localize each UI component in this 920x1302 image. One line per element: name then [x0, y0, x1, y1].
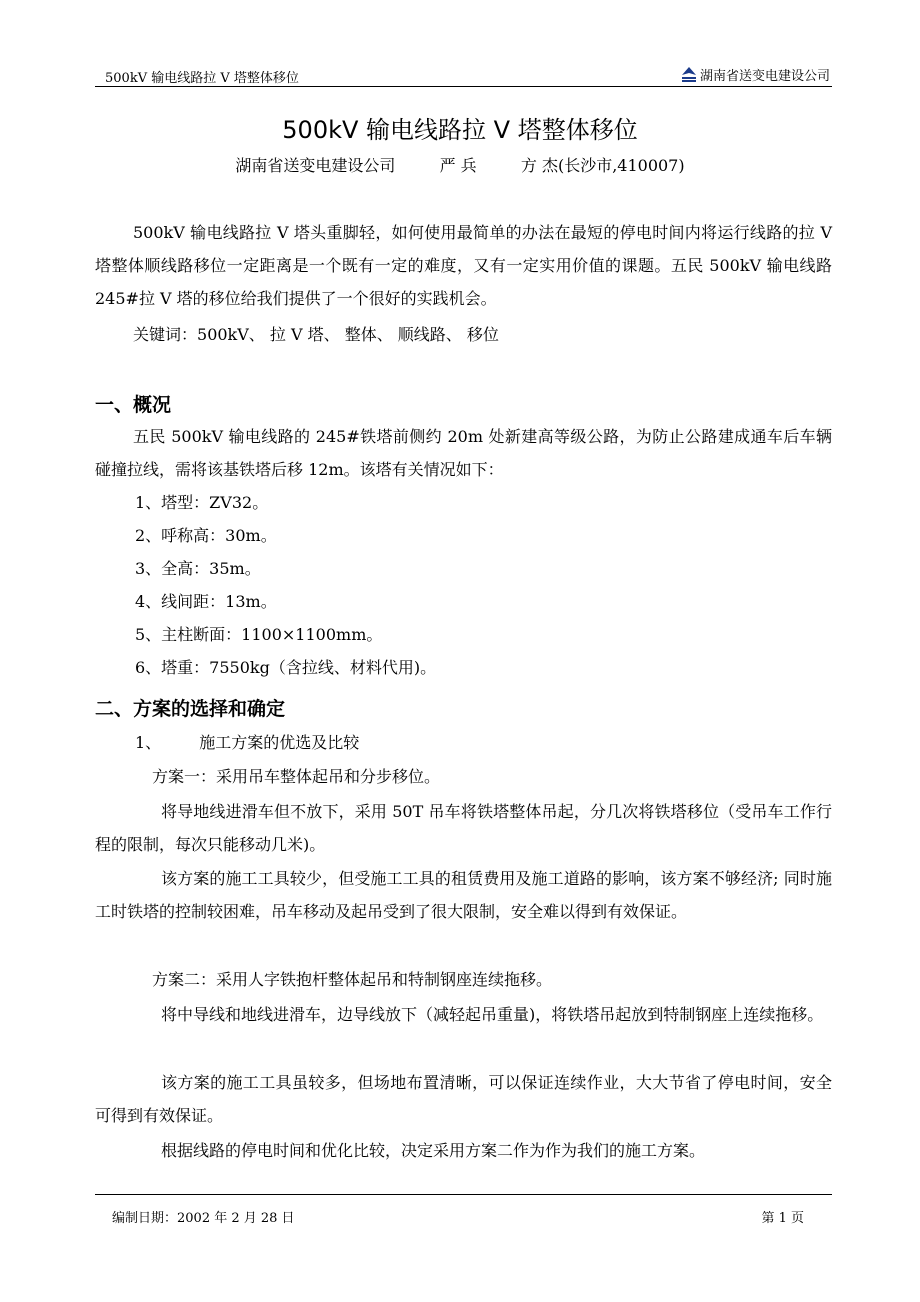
page-header — [95, 60, 832, 87]
plan-1-description: 将导地线进滑车但不放下，采用 50T 吊车将铁塔整体吊起，分几次将铁塔移位（受吊车工作行程的限制，每次只能移动几米)。 — [95, 802, 832, 854]
keywords-line — [95, 318, 832, 351]
plan-2-description: 将中导线和地线进滑车，边导线放下（减轻起吊重量)，将铁塔吊起放到特制钢座上连续拖移。 — [161, 1005, 824, 1024]
section-2-heading: 二、方案的选择和确定 — [95, 698, 286, 720]
document-title: 500kV 输电线路拉 V 塔整体移位 — [282, 116, 638, 144]
spec-item: 1、塔型：ZV32。 — [135, 493, 269, 512]
footer-date: 编制日期：2002 年 2 月 28 日 — [112, 1211, 295, 1226]
subsection-1 — [135, 726, 825, 759]
spec-item: 2、呼称高：30m。 — [135, 526, 277, 545]
header-company-name: 湖南省送变电建设公司 — [699, 69, 830, 84]
plan-2-evaluation: 该方案的施工工具虽较多，但场地布置清晰，可以保证连续作业，大大节省了停电时间，安全可得到有效保证。 — [95, 1073, 832, 1125]
section-1-heading: 一、概况 — [95, 394, 172, 416]
subsection-1-number: 1、 — [135, 733, 162, 752]
plan-1-title: 方案一：采用吊车整体起吊和分步移位。 — [152, 767, 441, 786]
keywords-text: 500kV、 拉 V 塔、 整体、 顺线路、 移位 — [197, 325, 499, 344]
footer-page-number: 第 1 页 — [761, 1211, 804, 1226]
company-logo-icon — [680, 66, 698, 84]
spec-item: 4、线间距：13m。 — [135, 592, 277, 611]
decision-paragraph: 根据线路的停电时间和优化比较，决定采用方案二作为作为我们的施工方案。 — [161, 1141, 706, 1160]
page-footer — [95, 1194, 832, 1226]
author-name-2: 方 杰(长沙市,410007) — [520, 156, 685, 175]
author-organization: 湖南省送变电建设公司 — [235, 156, 396, 175]
subsection-1-title: 施工方案的优选及比较 — [199, 733, 360, 752]
spec-item: 5、主柱断面：1100×1100mm。 — [135, 625, 383, 644]
header-doc-title: 500kV 输电线路拉 V 塔整体移位 — [105, 71, 299, 86]
author-line — [0, 153, 920, 176]
spec-item: 6、塔重：7550kg（含拉线、材料代用)。 — [135, 658, 437, 677]
keywords-label: 关键词： — [133, 325, 198, 344]
abstract-paragraph: 500kV 输电线路拉 V 塔头重脚轻，如何使用最简单的办法在最短的停电时间内将运行线路的拉 V 塔整体顺线路移位一定距离是一个既有一定的难度，又有一定实用价值的课题。五民 500kV 输电线路 245#拉 V 塔的移位给我们提供了一个很好的实践机会。 — [95, 223, 832, 308]
plan-2-title: 方案二：采用人字铁抱杆整体起吊和特制钢座连续拖移。 — [152, 970, 553, 989]
plan-1-evaluation: 该方案的施工工具较少，但受施工工具的租赁费用及施工道路的影响，该方案不够经济; 同时施工时铁塔的控制较困难，吊车移动及起吊受到了很大限制，安全难以得到有效保证。 — [95, 869, 832, 921]
author-name-1: 严 兵 — [439, 156, 477, 175]
header-company — [680, 65, 830, 84]
section-1-intro: 五民 500kV 输电线路的 245#铁塔前侧约 20m 处新建高等级公路，为防止公路建成通车后车辆碰撞拉线，需将该基铁塔后移 12m。该塔有关情况如下： — [95, 427, 832, 479]
spec-item: 3、全高：35m。 — [135, 559, 261, 578]
